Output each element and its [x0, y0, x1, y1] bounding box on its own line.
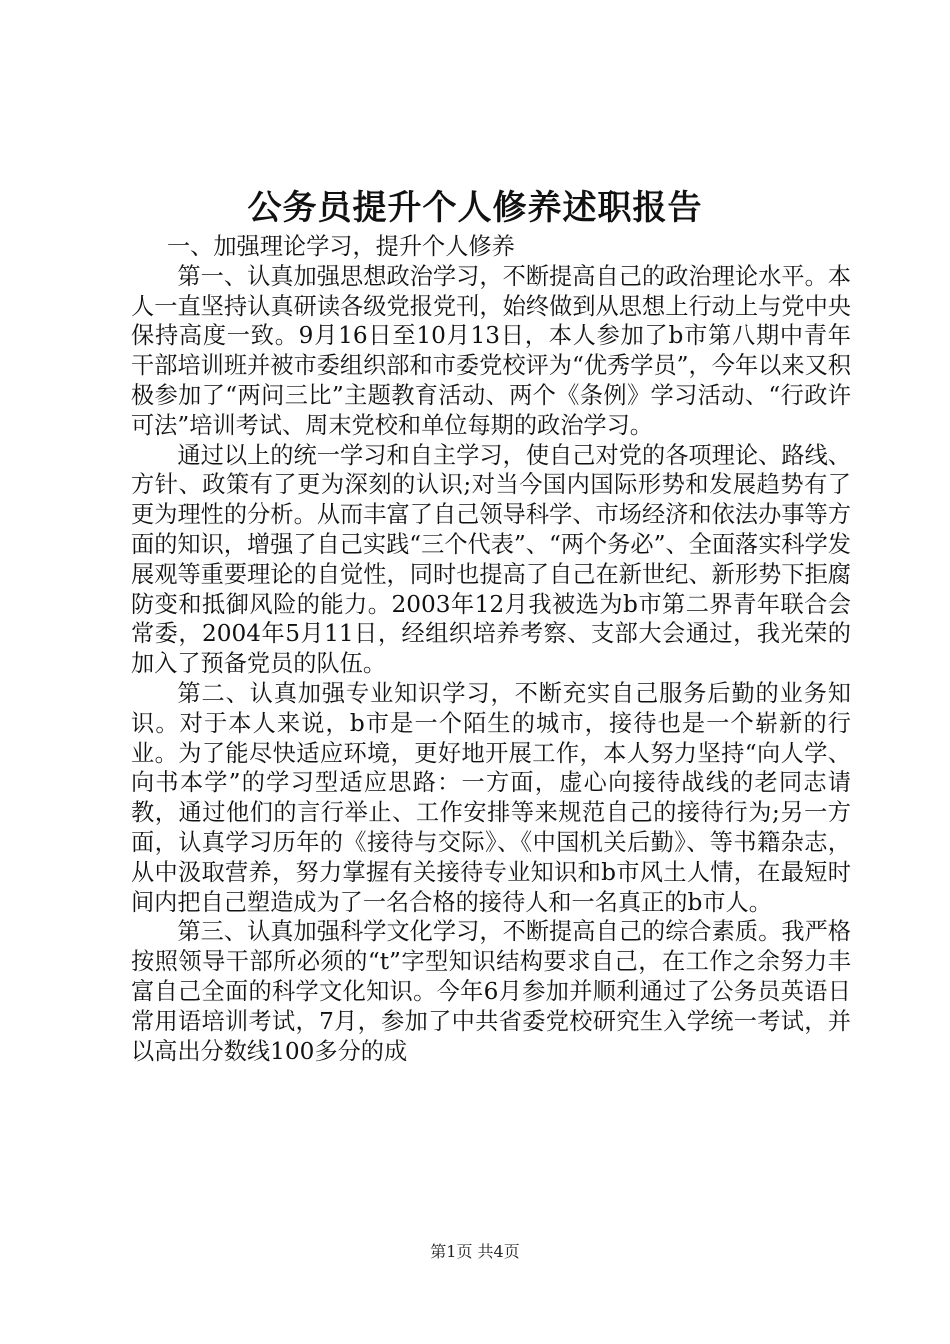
paragraph-2: 通过以上的统一学习和自主学习，使自己对党的各项理论、路线、方针、政策有了更为深刻的认识;对当今国内国际形势和发展趋势有了更为理性的分析。从而丰富了自己领导科学、市场经济和依法办事等方面的知识，增强了自己实践“三个代表”、“两个务必”、全面落实科学发展观等重要理论的自觉性，同时也提高了自己在新世纪、新形势下拒腐防变和抵御风险的能力。2003年12月我被选为b市第二界青年联合会常委，2004年5月11日，经组织培养考察、支部大会通过，我光荣的加入了预备党员的队伍。 — [131, 441, 851, 678]
paragraph-1: 第一、认真加强思想政治学习，不断提高自己的政治理论水平。本人一直坚持认真研读各级党报党刊，始终做到从思想上行动上与党中央保持高度一致。9月16日至10月13日，本人参加了b市第八期中青年干部培训班并被市委组织部和市委党校评为“优秀学员”，今年以来又积极参加了“两问三比”主题教育活动、两个《条例》学习活动、“行政许可法”培训考试、周末党校和单位每期的政治学习。 — [131, 262, 851, 439]
page-footer: 第1页 共4页 — [430, 1242, 520, 1261]
document-body — [131, 232, 851, 1066]
paragraph-4: 第三、认真加强科学文化学习，不断提高自己的综合素质。我严格按照领导干部所必须的“t”字型知识结构要求自己，在工作之余努力丰富自己全面的科学文化知识。今年6月参加并顺利通过了公务员英语日常用语培训考试，7月，参加了中共省委党校研究生入学统一考试，并以高出分数线100多分的成 — [131, 918, 851, 1065]
section-heading: 一、加强理论学习，提升个人修养 — [166, 233, 515, 260]
paragraph-3: 第二、认真加强专业知识学习，不断充实自己服务后勤的业务知识。对于本人来说，b市是一个陌生的城市，接待也是一个崭新的行业。为了能尽快适应环境，更好地开展工作，本人努力坚持“向人学、向书本学”的学习型适应思路：一方面，虚心向接待战线的老同志请教，通过他们的言行举止、工作安排等来规范自己的接待行为;另一方面，认真学习历年的《接待与交际》、《中国机关后勤》、等书籍杂志，从中汲取营养，努力掌握有关接待专业知识和b市风土人情，在最短时间内把自己塑造成为了一名合格的接待人和一名真正的b市人。 — [131, 679, 851, 916]
document-title: 公务员提升个人修养述职报告 — [247, 188, 703, 228]
